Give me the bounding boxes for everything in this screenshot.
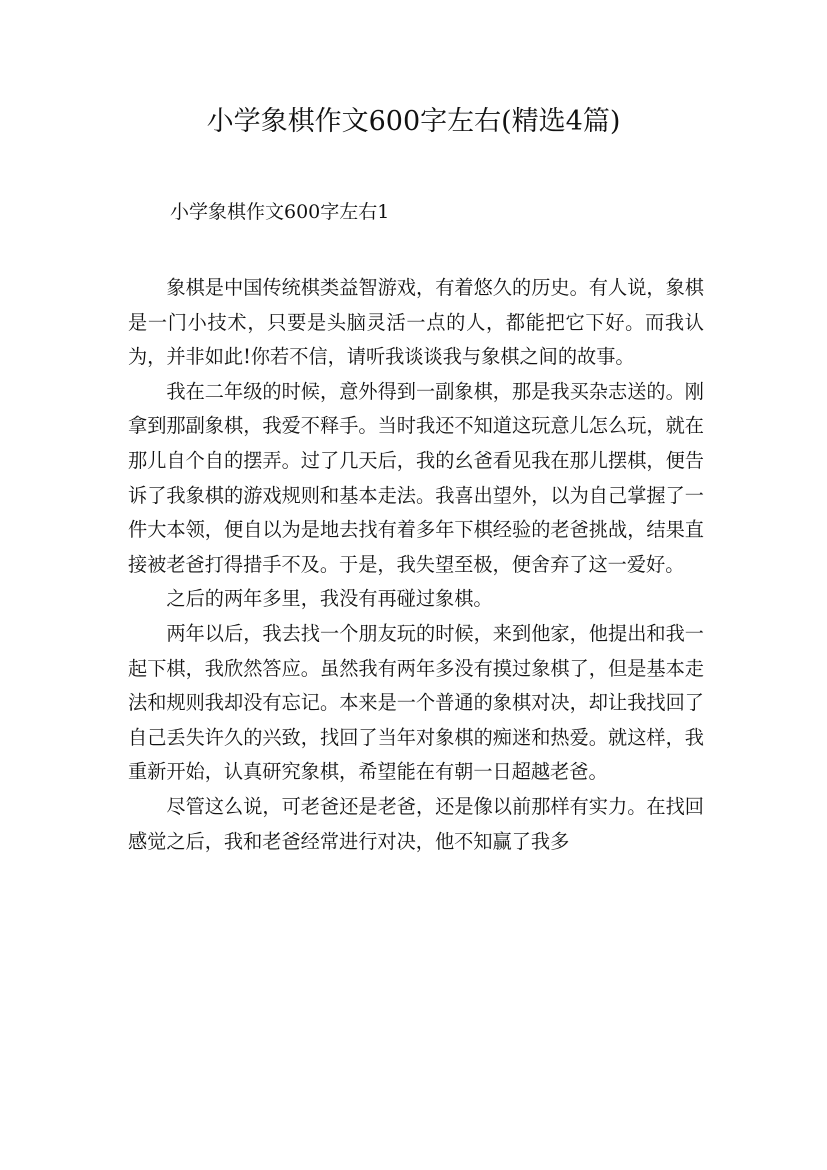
paragraph-5: 尽管这么说，可老爸还是老爸，还是像以前那样有实力。在找回感觉之后，我和老爸经常进行对决，他不知赢了我多 (128, 794, 704, 853)
section-heading: 小学象棋作文600字左右1 (170, 201, 390, 223)
paragraph-4: 两年以后，我去找一个朋友玩的时候，来到他家，他提出和我一起下棋，我欣然答应。虽然我有两年多没有摸过象棋了，但是基本走法和规则我却没有忘记。本来是一个普通的象棋对决，却让我找回了自己丢失许久的兴致，找回了当年对象棋的痴迷和热爱。就这样，我重新开始，认真研究象棋，希望能在有朝一日超越老爸。 (128, 621, 704, 784)
essay-body (128, 271, 704, 859)
paragraph-2: 我在二年级的时候，意外得到一副象棋，那是我买杂志送的。刚拿到那副象棋，我爱不释手。当时我还不知道这玩意儿怎么玩，就在那儿自个自的摆弄。过了几天后，我的幺爸看见我在那儿摆棋，便告诉了我象棋的游戏规则和基本走法。我喜出望外，以为自己掌握了一件大本领，便自以为是地去找有着多年下棋经验的老爸挑战，结果直接被老爸打得措手不及。于是，我失望至极，便舍弃了这一爱好。 (128, 379, 704, 576)
paragraph-1: 象棋是中国传统棋类益智游戏，有着悠久的历史。有人说，象棋是一门小技术，只要是头脑灵活一点的人，都能把它下好。而我认为，并非如此!你若不信，请听我谈谈我与象棋之间的故事。 (128, 276, 704, 369)
document-title: 小学象棋作文600字左右(精选4篇) (206, 106, 621, 137)
paragraph-3: 之后的两年多里，我没有再碰过象棋。 (166, 587, 493, 611)
